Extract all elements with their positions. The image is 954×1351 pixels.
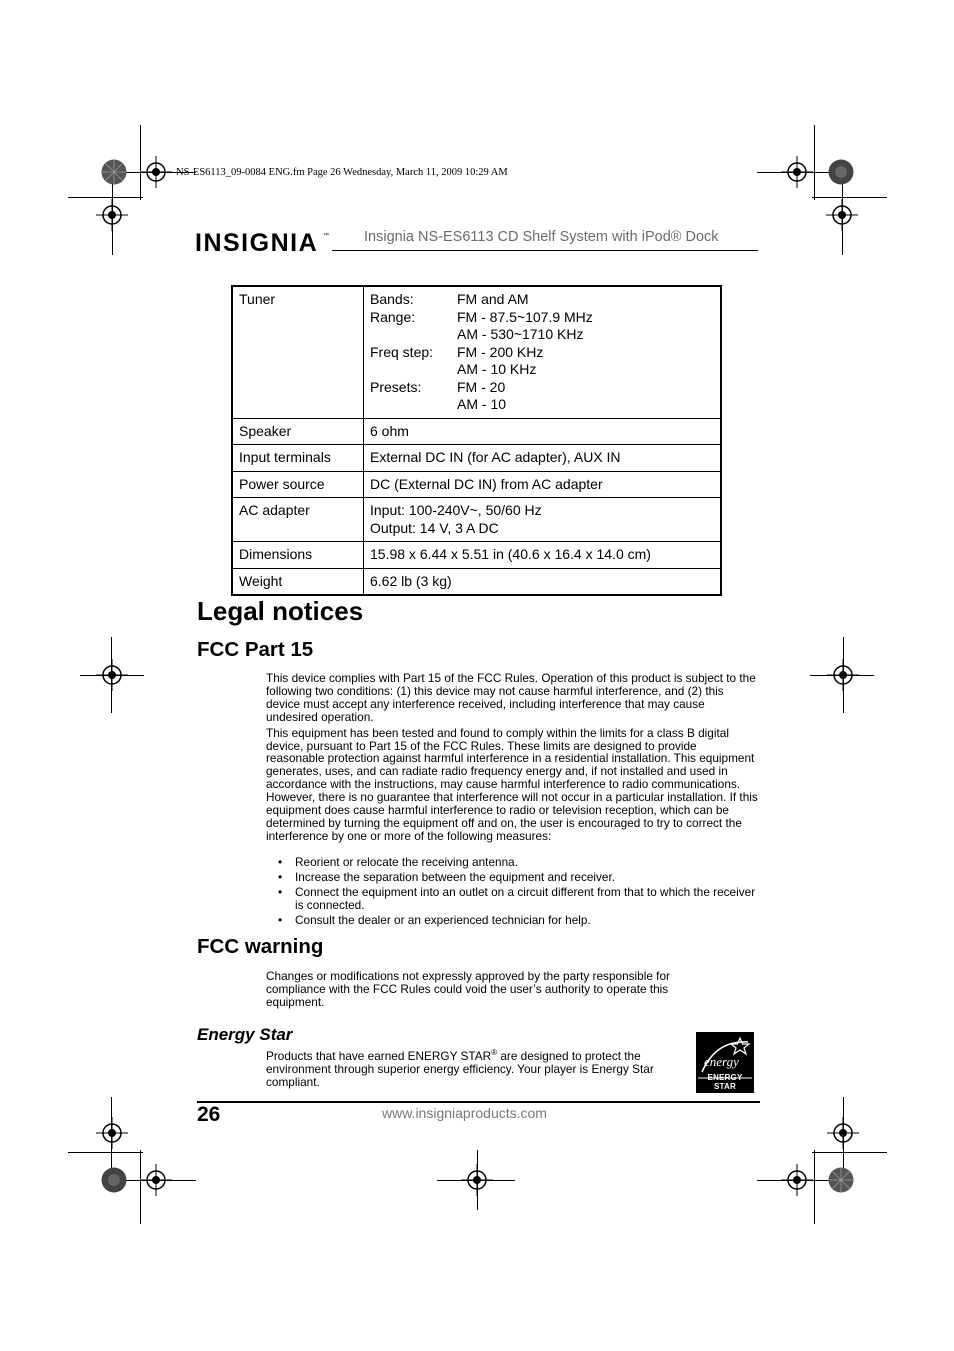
registration-target-icon <box>827 659 859 691</box>
table-row <box>232 542 721 569</box>
tuner-bands-value: FM and AM <box>457 291 529 307</box>
spec-value <box>364 286 722 418</box>
energy-star-body <box>266 1047 684 1089</box>
registration-target-icon <box>826 199 858 231</box>
fcc-part15-body <box>266 672 758 843</box>
tuner-bands-key: Bands: <box>370 291 414 307</box>
crop-line <box>814 125 815 200</box>
spec-value: 6 ohm <box>364 418 722 445</box>
registration-target-icon <box>461 1164 493 1196</box>
logo-wordmark: INSIGNIA <box>195 229 319 257</box>
list-item: • Reorient or relocate the receiving antenna. <box>278 856 758 869</box>
crop-line <box>812 1152 887 1153</box>
print-slug: NS-ES6113_09-0084 ENG.fm Page 26 Wednesday, March 11, 2009 10:29 AM <box>176 167 508 178</box>
table-row <box>232 445 721 472</box>
color-bar-ball-icon <box>101 159 127 185</box>
crop-line <box>68 197 143 198</box>
energy-script: energy <box>704 1054 739 1069</box>
spec-label: Tuner <box>232 286 364 418</box>
registration-target-icon <box>140 1164 172 1196</box>
spec-value: External DC IN (for AC adapter), AUX IN <box>364 445 722 472</box>
fcc-warning-paragraph: Changes or modifications not expressly approved by the party responsible for compliance with the FCC Rules could void the user’s authority to operate this equipment. <box>266 969 670 1009</box>
running-head: Insignia NS-ES6113 CD Shelf System with iPod® Dock <box>364 229 719 245</box>
registration-target-icon <box>781 156 813 188</box>
logo-trademark: ™ <box>323 233 329 239</box>
fcc-warning-heading: FCC warning <box>197 935 324 958</box>
ac-output-value: Output: 14 V, 3 A DC <box>370 519 499 536</box>
specifications-table <box>231 285 722 596</box>
energy-star-logo-label: ENERGY STAR <box>707 1073 743 1091</box>
crop-line <box>68 1152 143 1153</box>
tuner-freq-key: Freq step: <box>370 343 434 360</box>
tuner-presets-key: Presets: <box>370 378 422 395</box>
fcc-warning-body <box>266 970 716 1009</box>
color-bar-ball-icon <box>828 159 854 185</box>
registration-target-icon <box>96 199 128 231</box>
registration-target-icon <box>140 156 172 188</box>
table-row <box>232 498 721 542</box>
fcc-part15-heading: FCC Part 15 <box>197 638 314 661</box>
spec-label: Dimensions <box>232 542 364 569</box>
header-rule <box>332 250 758 251</box>
spec-label: AC adapter <box>232 498 364 542</box>
tuner-freq-value: FM - 200 KHz <box>457 343 544 360</box>
fcc-part15-paragraph: This device complies with Part 15 of the FCC Rules. Operation of this product is subject to the following two conditions: (1) this device may not cause harmful interference, and (2) this device must accept any interference received, including interference that may cause undesired operation. <box>266 671 756 724</box>
registration-target-icon <box>827 1117 859 1149</box>
energy-star-logo <box>696 1032 754 1093</box>
registration-target-icon <box>96 659 128 691</box>
spec-label: Speaker <box>232 418 364 445</box>
energy-star-heading: Energy Star <box>197 1025 293 1044</box>
registration-target-icon <box>96 1117 128 1149</box>
list-item: • Increase the separation between the equipment and receiver. <box>278 871 758 884</box>
fcc-measures-list <box>278 856 758 929</box>
spec-value: DC (External DC IN) from AC adapter <box>364 471 722 498</box>
spec-value: 6.62 lb (3 kg) <box>364 568 722 595</box>
tuner-presets-value: FM - 20 <box>457 378 506 395</box>
insignia-logo <box>195 226 331 267</box>
insignia-logo-icon <box>195 226 331 262</box>
tuner-range-value: AM - 530~1710 KHz <box>457 326 584 342</box>
energy-star-paragraph: Products that have earned ENERGY STAR® are designed to protect the environment through superior energy efficiency. Your player is Energy Star compliant. <box>266 1048 654 1089</box>
ac-input-value: Input: 100-240V~, 50/60 Hz <box>370 502 542 518</box>
spec-label: Input terminals <box>232 445 364 472</box>
tuner-range-value: FM - 87.5~107.9 MHz <box>457 308 593 325</box>
color-bar-ball-icon <box>101 1167 127 1193</box>
list-item: • Connect the equipment into an outlet on a circuit different from that to which the receiver is connected. <box>278 886 758 912</box>
table-row <box>232 568 721 595</box>
crop-line <box>812 197 887 198</box>
spec-value <box>364 498 722 542</box>
footer-url: www.insigniaproducts.com <box>382 1105 547 1121</box>
spec-label: Weight <box>232 568 364 595</box>
registration-target-icon <box>781 1164 813 1196</box>
page-number: 26 <box>197 1103 221 1126</box>
color-bar-ball-icon <box>828 1167 854 1193</box>
tuner-range-key: Range: <box>370 308 416 325</box>
fcc-part15-paragraph: This equipment has been tested and found to comply within the limits for a class B digital device, pursuant to Part 15 of the FCC Rules. These limits are designed to provide reasonable protection against harmful interference in a residential installation. This equipment generates, uses, and can radiate radio frequency energy and, if not installed and used in accordance with the instructions, may cause harmful interference to radio communications. However, there is no guarantee that interference will not occur in a particular installation. If this equipment does cause harmful interference to radio or television reception, which can be determined by turning the equipment off and on, the user is encouraged to try to correct the interference by one or more of the following measures: <box>266 725 758 843</box>
spec-value: 15.98 x 6.44 x 5.51 in (40.6 x 16.4 x 14.0 cm) <box>364 542 722 569</box>
spec-label: Power source <box>232 471 364 498</box>
crop-line <box>814 1150 815 1224</box>
table-row <box>232 286 721 418</box>
tuner-freq-value: AM - 10 KHz <box>457 361 537 377</box>
legal-notices-heading: Legal notices <box>197 596 364 626</box>
table-row <box>232 418 721 445</box>
footer-rule <box>197 1101 760 1103</box>
tuner-presets-value: AM - 10 <box>457 396 507 412</box>
table-row <box>232 471 721 498</box>
list-item: • Consult the dealer or an experienced technician for help. <box>278 914 758 927</box>
